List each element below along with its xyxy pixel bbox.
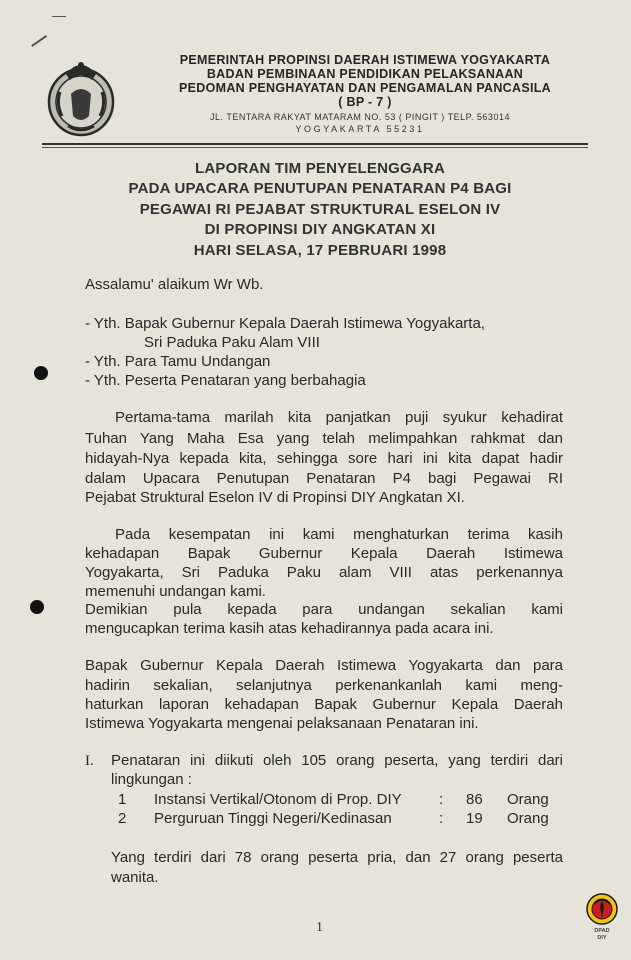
paragraph-2-line: Pada kesempatan ini kami menghaturkan terima kasih bbox=[115, 526, 563, 543]
paragraph-2-line: memenuhi undangan kami. bbox=[85, 583, 266, 600]
table-row-colon: : bbox=[439, 791, 444, 808]
punch-hole bbox=[34, 366, 48, 380]
table-row-colon: : bbox=[439, 810, 444, 827]
report-title-line-1: LAPORAN TIM PENYELENGGARA bbox=[194, 160, 445, 177]
report-title-date: HARI SELASA, 17 PEBRUARI 1998 bbox=[193, 242, 447, 259]
dpad-diy-label bbox=[582, 928, 622, 942]
paragraph-3-line: Bapak Gubernur Kepala Daerah Istimewa Yogyakarta dan para bbox=[85, 657, 563, 674]
paragraph-1-line: Tuhan Yang Maha Esa yang telah melimpahkan rahkmat dan bbox=[85, 430, 563, 447]
paragraph-3-line: haturkan laporan kehadapan Bapak Gubernur Kepala Daerah bbox=[85, 696, 563, 713]
dpad-label-line-2: DIY bbox=[597, 935, 607, 941]
table-row-label: Perguruan Tinggi Negeri/Kedinasan bbox=[154, 810, 392, 827]
yogyakarta-seal-icon bbox=[46, 54, 116, 138]
paragraph-3-line: Istimewa Yogyakarta mengenai pelaksanaan Penataran ini. bbox=[85, 715, 479, 732]
paragraph-1-line: Pertama-tama marilah kita panjatkan puji syukur kehadirat bbox=[115, 409, 563, 426]
report-title-line-3: PEGAWAI RI PEJABAT STRUKTURAL ESELON IV bbox=[139, 201, 501, 218]
scribble-mark bbox=[31, 35, 47, 47]
letterhead-line-3: PEDOMAN PENGHAYATAN DAN PENGAMALAN PANCASILA bbox=[178, 81, 552, 95]
punch-hole bbox=[30, 600, 44, 614]
letterhead-address: JL. TENTARA RAKYAT MATARAM NO. 53 ( PINGIT ) TELP. 563014 bbox=[210, 112, 510, 122]
paragraph-2-line: Yogyakarta, Sri Paduka Paku alam VIII atas perkenannya bbox=[85, 564, 563, 581]
paragraph-2-line: Demikian pula kepada para undangan sekalian kami bbox=[85, 601, 563, 618]
letterhead-line-1: PEMERINTAH PROPINSI DAERAH ISTIMEWA YOGYAKARTA bbox=[179, 53, 551, 67]
addressee-guests: - Yth. Para Tamu Undangan bbox=[85, 353, 271, 370]
paragraph-1-line: Pejabat Struktural Eselon IV di Propinsi DIY Angkatan XI. bbox=[85, 489, 465, 506]
paragraph-3-line: hadirin sekalian, selanjutnya perkenankanlah kami meng- bbox=[85, 677, 563, 694]
addressee-participants: - Yth. Peserta Penataran yang berbahagia bbox=[85, 372, 366, 389]
section-numeral: I. bbox=[85, 753, 94, 769]
table-row-no: 2 bbox=[118, 810, 127, 827]
section-1-line: Penataran ini diikuti oleh 105 orang peserta, yang terdiri dari bbox=[111, 752, 563, 769]
paragraph-1-line: dalam Upacara Penutupan Penataran P4 bagi Pegawai RI bbox=[85, 470, 563, 487]
section-1-summary: Yang terdiri dari 78 orang peserta pria, dan 27 orang peserta bbox=[111, 849, 563, 866]
section-1-summary: wanita. bbox=[111, 869, 159, 886]
letterhead-city: YOGYAKARTA 55231 bbox=[295, 124, 425, 134]
dpad-label-line-1: DPAD bbox=[594, 928, 610, 934]
letterhead-line-4: ( BP - 7 ) bbox=[338, 95, 392, 109]
report-title-line-2: PADA UPACARA PENUTUPAN PENATARAN P4 BAGI bbox=[128, 180, 512, 197]
page-number: 1 bbox=[316, 920, 323, 935]
table-row-no: 1 bbox=[118, 791, 127, 808]
paragraph-2-line: kehadapan Bapak Gubernur Kepala Daerah Istimewa bbox=[85, 545, 563, 562]
table-row-count: 86 bbox=[466, 791, 483, 808]
letterhead-rule-thin bbox=[42, 147, 588, 148]
letterhead-line-2: BADAN PEMBINAAN PENDIDIKAN PELAKSANAAN bbox=[206, 67, 524, 81]
table-row-count: 19 bbox=[466, 810, 483, 827]
section-1-line: lingkungan : bbox=[111, 771, 192, 788]
scribble-mark bbox=[52, 16, 66, 17]
paragraph-2-line: mengucapkan terima kasih atas kehadirannya pada acara ini. bbox=[85, 620, 494, 637]
greeting: Assalamu' alaikum Wr Wb. bbox=[85, 276, 264, 293]
table-row-unit: Orang bbox=[507, 791, 549, 808]
report-title-line-4: DI PROPINSI DIY ANGKATAN XI bbox=[204, 221, 436, 238]
letterhead-rule bbox=[42, 143, 588, 145]
table-row-unit: Orang bbox=[507, 810, 549, 827]
addressee-governor-name: Sri Paduka Paku Alam VIII bbox=[144, 334, 320, 351]
table-row-label: Instansi Vertikal/Otonom di Prop. DIY bbox=[154, 791, 402, 808]
paragraph-1-line: hidayah-Nya kepada kita, sehingga sore hari ini kita dapat hadir bbox=[85, 450, 563, 467]
addressee-governor: - Yth. Bapak Gubernur Kepala Daerah Istimewa Yogyakarta, bbox=[85, 315, 485, 332]
